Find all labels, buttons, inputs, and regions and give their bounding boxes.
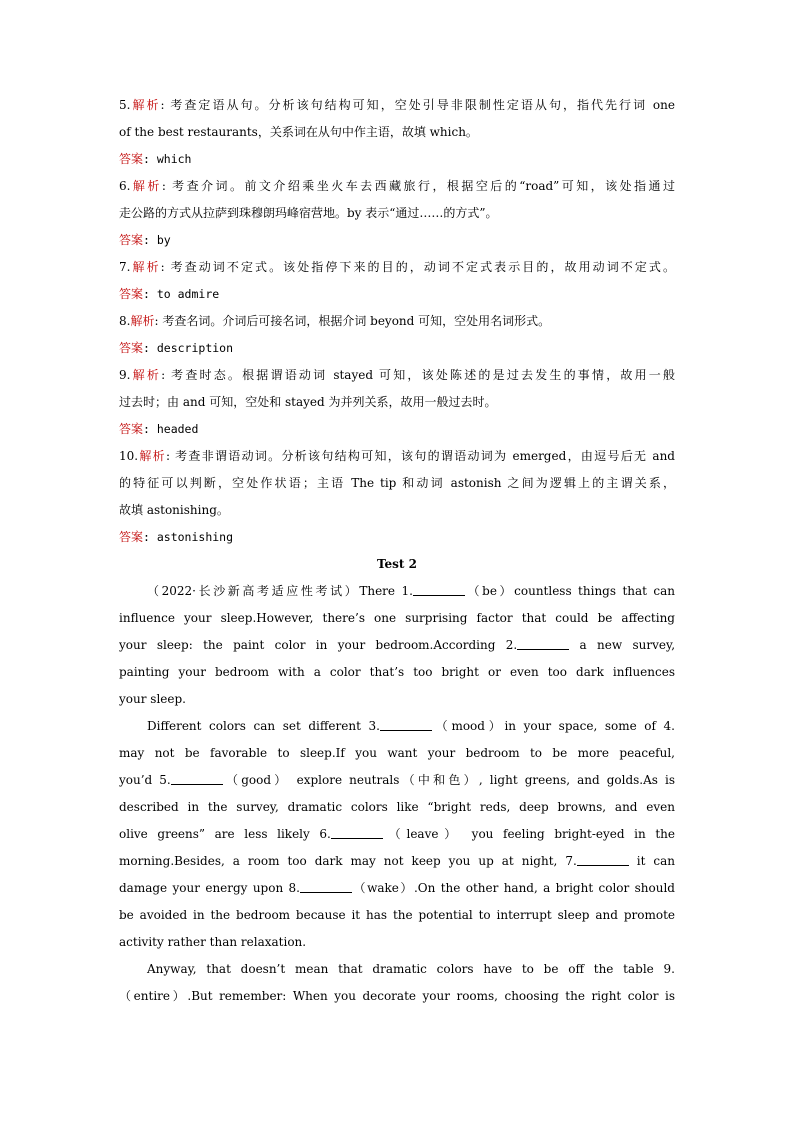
passage-p2-line-7: damage your energy upon 8. （wake）.On the other hand, a bright color should [119, 881, 675, 895]
passage-p1-line-4: painting your bedroom with a color that’s too bright or even too dark influences [119, 665, 675, 679]
explanation-6-line-2: 走公路的方式从拉萨到珠穆朗玛峰宿营地。by 表示“通过……的方式”。 [119, 206, 498, 220]
explanation-10-line-3: 故填 astonishing。 [119, 503, 229, 517]
passage-p2-line-4: described in the survey, dramatic colors like “bright reds, deep browns, and even [119, 800, 675, 814]
passage-p2-line-9: activity rather than relaxation. [119, 935, 307, 949]
explanation-10-line-2: 的特征可以判断，空处作状语；主语 The tip 和动词 astonish 之间为逻辑上的主谓关系， [119, 476, 675, 490]
blank-1 [413, 583, 465, 596]
passage-p3-line-2: （entire）.But remember: When you decorate your rooms, choosing the right color is [119, 989, 675, 1003]
explanation-7-line-1: 7.解析: 考查动词不定式。该处指停下来的目的，动词不定式表示目的，故用动词不定式。 [119, 260, 675, 274]
blank-6 [331, 826, 383, 839]
passage-p2-line-8: be avoided in the bedroom because it has the potential to interrupt sleep and promote [119, 908, 675, 922]
explanation-5-line-1: 5.解析: 考查定语从句。分析该句结构可知，空处引导非限制性定语从句，指代先行词 one [119, 98, 675, 112]
passage-p2-line-6: morning.Besides, a room too dark may not keep you up at night, 7. it can [119, 854, 675, 868]
answer-6: 答案: by [119, 233, 171, 247]
blank-7 [577, 853, 629, 866]
passage-p2-line-3: you’d 5. （good） explore neutrals（中和色）, light greens, and golds.As is [119, 773, 675, 787]
explanation-6-line-1: 6.解析: 考查介词。前文介绍乘坐火车去西藏旅行，根据空后的“road”可知，该处指通过 [119, 179, 675, 193]
passage-p1-line-1: （2022·长沙新高考适应性考试）There 1. （be）countless things that can [147, 584, 675, 598]
explanation-9-line-2: 过去时；由 and 可知，空处和 stayed 为并列关系，故用一般过去时。 [119, 395, 497, 409]
answer-7: 答案: to admire [119, 287, 220, 301]
passage-p1-line-2: influence your sleep.However, there’s one surprising factor that could be affecting [119, 611, 675, 625]
answer-5: 答案: which [119, 152, 192, 166]
answer-9: 答案: headed [119, 422, 199, 436]
explanation-8-line-1: 8.解析: 考查名词。介词后可接名词，根据介词 beyond 可知，空处用名词形式。 [119, 314, 551, 328]
passage-p2-line-1: Different colors can set different 3. （mood）in your space, some of 4. [147, 719, 675, 733]
blank-3 [380, 718, 432, 731]
passage-p1-line-3: your sleep: the paint color in your bedroom.According 2. a new survey, [119, 638, 675, 652]
document-content [119, 92, 675, 1010]
test-title: Test 2 [376, 557, 417, 571]
passage-p3-line-1: Anyway, that doesn’t mean that dramatic colors have to be off the table 9. [147, 962, 675, 976]
blank-2 [517, 637, 569, 650]
blank-5 [171, 772, 223, 785]
answer-8: 答案: description [119, 341, 234, 355]
explanation-5-line-2: of the best restaurants，关系词在从句中作主语，故填 which。 [119, 125, 478, 139]
explanation-9-line-1: 9.解析: 考查时态。根据谓语动词 stayed 可知，该处陈述的是过去发生的事情，故用一般 [119, 368, 675, 382]
passage-p2-line-2: may not be favorable to sleep.If you want your bedroom to be more peaceful, [119, 746, 675, 760]
explanation-10-line-1: 10.解析: 考查非谓语动词。分析该句结构可知，该句的谓语动词为 emerged，由逗号后无 and [119, 449, 675, 463]
passage-p2-line-5: olive greens” are less likely 6. （leave） you feeling bright-eyed in the [119, 827, 675, 841]
answer-10: 答案: astonishing [119, 530, 234, 544]
blank-8 [300, 880, 352, 893]
passage-p1-line-5: your sleep. [119, 692, 186, 706]
